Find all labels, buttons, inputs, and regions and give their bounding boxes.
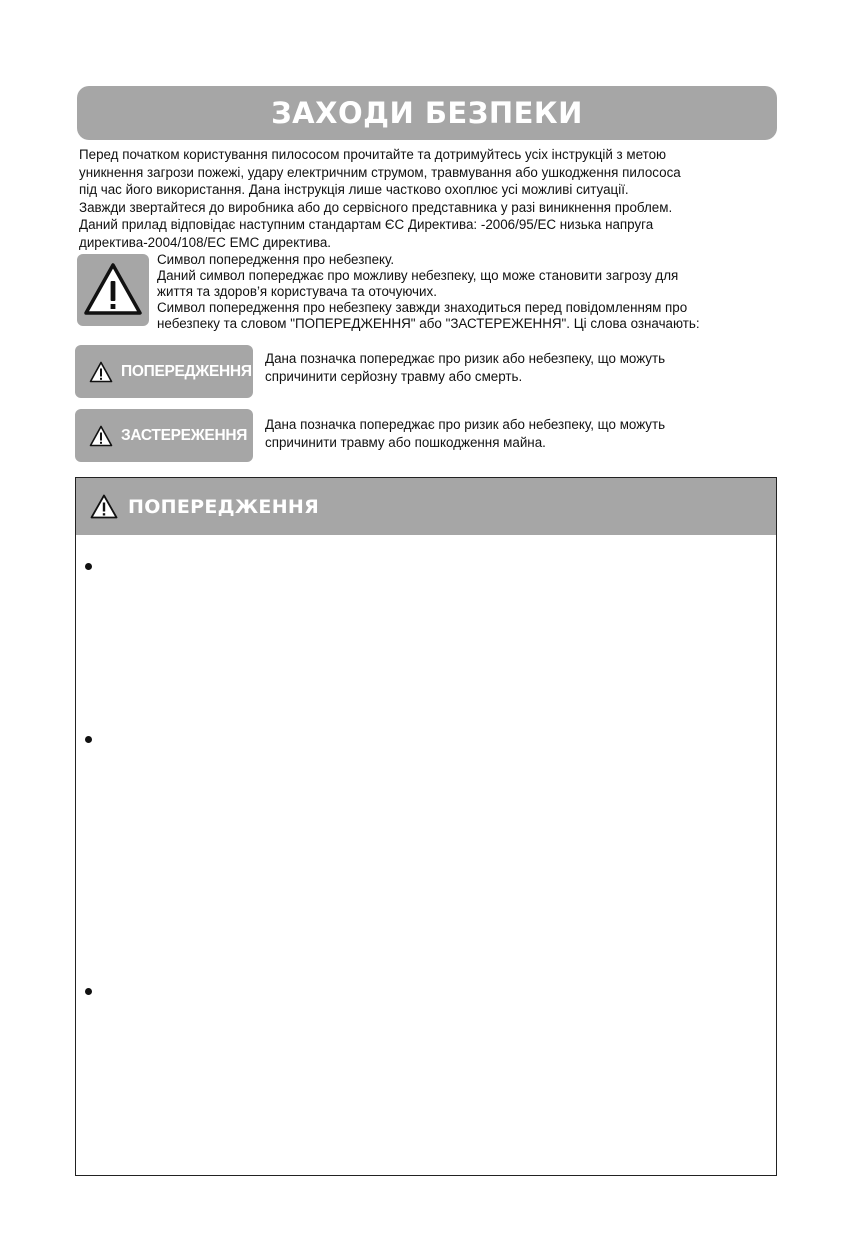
bullet-point (85, 988, 92, 995)
intro-line: під час його використання. Дана інструкція лише частково охоплює усі можливі ситуації. (79, 182, 629, 198)
warning-triangle-icon (90, 494, 118, 519)
intro-paragraph (79, 146, 779, 252)
symbol-line: Даний символ попереджає про можливу небезпеку, що може становити загрозу для (157, 268, 679, 283)
intro-line: Завжди звертайтеся до виробника або до сервісного представника у разі виникнення проблем. (79, 199, 673, 215)
symbol-line: Символ попередження про небезпеку завжди знаходиться перед повідомленням про (157, 300, 688, 315)
badge-desc-line: спричинити травму або пошкодження майна. (265, 434, 546, 450)
warning-triangle-icon (89, 361, 113, 383)
caution-badge (75, 409, 253, 462)
warning-symbol-box (77, 254, 149, 326)
intro-line: Даний прилад відповідає наступним стандартам ЄС Директива: -2006/95/EC низька напруга (79, 217, 654, 233)
symbol-description (157, 252, 787, 332)
warning-section-header (76, 478, 776, 535)
warning-badge (75, 345, 253, 398)
badge-desc-line: спричинити серйозну травму або смерть. (265, 368, 523, 384)
caution-badge-description (265, 416, 785, 451)
warning-section-heading: ПОПЕРЕДЖЕННЯ (128, 495, 320, 518)
symbol-line: небезпеку та словом "ПОПЕРЕДЖЕННЯ" або "ЗАСТЕРЕЖЕННЯ". Ці слова означають: (157, 316, 700, 331)
symbol-line: життя та здоров’я користувача та оточуючих. (157, 284, 437, 299)
title-banner (77, 86, 777, 140)
page-title: ЗАХОДИ БЕЗПЕКИ (271, 96, 583, 130)
warning-triangle-icon (89, 425, 113, 447)
symbol-line: Символ попередження про небезпеку. (157, 252, 395, 267)
badge-desc-line: Дана позначка попереджає про ризик або небезпеку, що можуть (265, 417, 666, 432)
caution-badge-label: ЗАСТЕРЕЖЕННЯ (121, 426, 248, 444)
warning-badge-label: ПОПЕРЕДЖЕННЯ (121, 362, 252, 380)
badge-desc-line: Дана позначка попереджає про ризик або небезпеку, що можуть (265, 351, 666, 366)
warning-section (75, 477, 777, 1176)
bullet-point (85, 563, 92, 570)
warning-triangle-icon (77, 254, 149, 326)
intro-line: директива-2004/108/EC EMC директива. (79, 234, 331, 250)
warning-badge-description (265, 350, 785, 385)
intro-line: уникнення загрози пожежі, удару електричним струмом, травмування або ушкодження пилососа (79, 164, 681, 180)
bullet-point (85, 736, 92, 743)
intro-line: Перед початком користування пилососом прочитайте та дотримуйтесь усіх інструкцій з метою (79, 147, 667, 162)
